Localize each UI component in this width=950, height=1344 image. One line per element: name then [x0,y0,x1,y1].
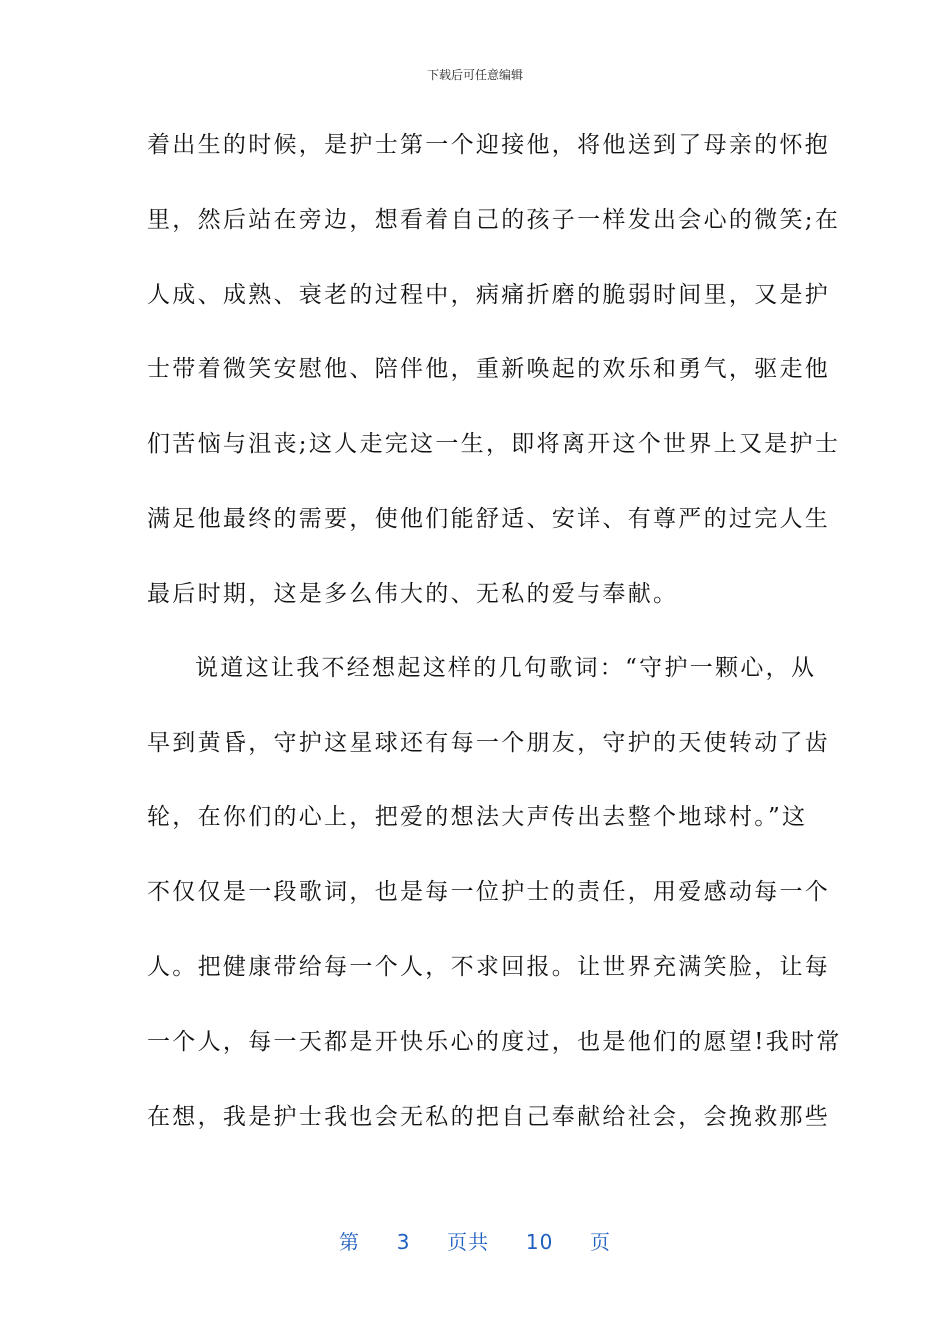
text-line: 里，然后站在旁边，想看着自己的孩子一样发出会心的微笑;在 [147,207,841,233]
text-line: 不仅仅是一段歌词，也是每一位护士的责任，用爱感动每一个 [147,879,831,905]
text-line: 满足他最终的需要，使他们能舒适、安详、有尊严的过完人生 [147,506,831,532]
page-number: 3 [396,1230,411,1254]
page-suffix: 页 [590,1230,612,1254]
page-footer [0,1226,950,1255]
header-note: 下载后可任意编辑 [426,68,523,82]
text-line: 最后时期，这是多么伟大的、无私的爱与奉献。 [147,581,679,607]
text-line: 一个人，每一天都是开快乐心的度过，也是他们的愿望!我时常 [147,1029,842,1055]
text-line: 着出生的时候，是护士第一个迎接他，将他送到了母亲的怀抱 [147,132,831,158]
text-line: 轮，在你们的心上，把爱的想法大声传出去整个地球村。”这 [147,804,808,830]
page-prefix: 第 [338,1230,360,1254]
text-line: 士带着微笑安慰他、陪伴他，重新唤起的欢乐和勇气，驱走他 [147,356,831,382]
total-pages: 10 [525,1230,554,1254]
text-line: 在想，我是护士我也会无私的把自己奉献给社会，会挽救那些 [147,1104,831,1130]
paragraph-first-line: 说道这让我不经想起这样的几句歌词：“守护一颗心，从 [195,655,817,681]
text-line: 人成、成熟、衰老的过程中，病痛折磨的脆弱时间里，又是护 [147,282,831,308]
text-line: 人。把健康带给每一个人，不求回报。让世界充满笑脸，让每 [147,954,831,980]
text-line: 们苦恼与沮丧;这人走完这一生，即将离开这个世界上又是护士 [147,431,841,457]
text-line: 早到黄昏，守护这星球还有每一个朋友，守护的天使转动了齿 [147,730,831,756]
page-middle: 页共 [447,1230,490,1254]
